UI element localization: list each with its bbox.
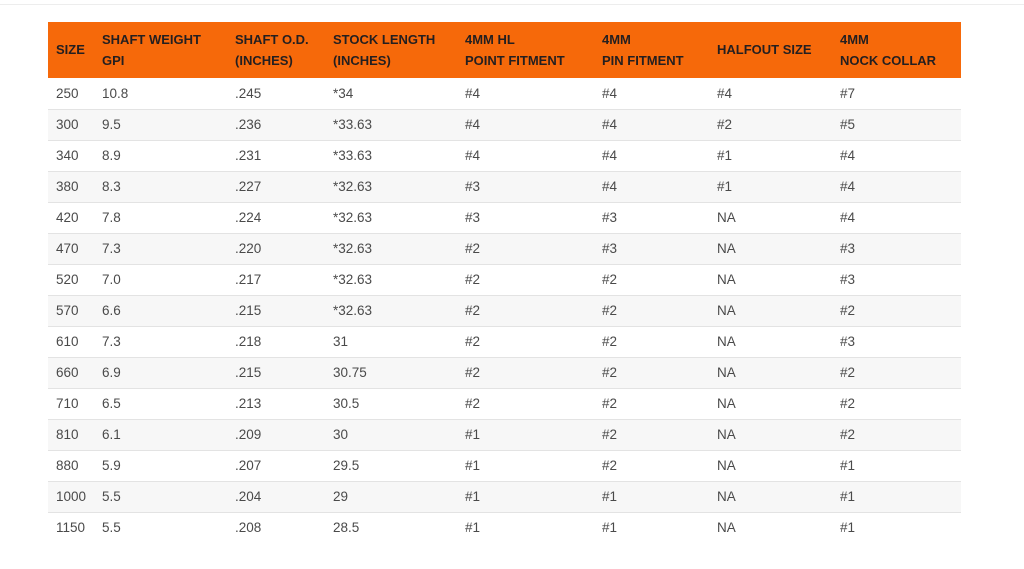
- table-row-size-810: [48, 419, 961, 450]
- cell-shaft_weight_gpi: 7.3: [94, 233, 227, 264]
- cell-4mm_pin_fitment: #2: [594, 388, 709, 419]
- cell-4mm_pin_fitment: #4: [594, 140, 709, 171]
- header-cell-shaft_od_inches: SHAFT O.D. (INCHES): [227, 22, 325, 78]
- cell-shaft_od_inches: .236: [227, 109, 325, 140]
- cell-size: 340: [48, 140, 94, 171]
- cell-shaft_weight_gpi: 8.9: [94, 140, 227, 171]
- cell-size: 880: [48, 450, 94, 481]
- cell-4mm_pin_fitment: #4: [594, 109, 709, 140]
- cell-halfout_size: NA: [709, 295, 832, 326]
- cell-size: 660: [48, 357, 94, 388]
- cell-4mm_nock_collar: #2: [832, 388, 961, 419]
- table-row-size-380: [48, 171, 961, 202]
- table-row-size-340: [48, 140, 961, 171]
- cell-stock_length_inches: *32.63: [325, 233, 457, 264]
- table-row-size-880: [48, 450, 961, 481]
- cell-size: 610: [48, 326, 94, 357]
- cell-halfout_size: #2: [709, 109, 832, 140]
- cell-4mm_nock_collar: #7: [840, 85, 856, 101]
- cell-size: 470: [48, 233, 94, 264]
- table-body: [48, 78, 961, 543]
- cell-4mm_hl_point_fitment: #4: [457, 109, 594, 140]
- cell-halfout_size: #1: [709, 171, 832, 202]
- cell-shaft_od_inches: .218: [227, 326, 325, 357]
- cell-4mm_pin_fitment: #1: [594, 512, 709, 543]
- cell-shaft_weight_gpi: 5.5: [94, 512, 227, 543]
- cell-stock_length_inches: 28.5: [325, 512, 457, 543]
- cell-shaft_weight_gpi: 6.5: [94, 388, 227, 419]
- cell-4mm_hl_point_fitment: #2: [457, 357, 594, 388]
- cell-size: 300: [48, 109, 94, 140]
- cell-halfout_size: NA: [709, 357, 832, 388]
- cell-shaft_weight_gpi: 5.9: [94, 450, 227, 481]
- cell-4mm_nock_collar: #2: [832, 295, 961, 326]
- cell-4mm_hl_point_fitment: #1: [457, 481, 594, 512]
- cell-size: 810: [48, 419, 94, 450]
- cell-4mm_pin_fitment: #2: [594, 326, 709, 357]
- cell-halfout_size: NA: [709, 388, 832, 419]
- cell-4mm_nock_collar: #3: [832, 326, 961, 357]
- cell-4mm_hl_point_fitment: #2: [457, 233, 594, 264]
- cell-size: 1000: [48, 481, 94, 512]
- cell-shaft_od_inches: .227: [227, 171, 325, 202]
- cell-shaft_weight_gpi: 6.9: [94, 357, 227, 388]
- cell-stock_length_inches: 30.75: [325, 357, 457, 388]
- cell-size: 520: [48, 264, 94, 295]
- top-divider: [0, 4, 1024, 5]
- cell-stock_length_inches: *32.63: [325, 171, 457, 202]
- cell-4mm_hl_point_fitment: #2: [457, 326, 594, 357]
- cell-shaft_weight_gpi: 5.5: [94, 481, 227, 512]
- table-row-size-570: [48, 295, 961, 326]
- table-row-size-710: [48, 388, 961, 419]
- cell-shaft_od_inches: .209: [227, 419, 325, 450]
- cell-4mm_pin_fitment: #2: [594, 419, 709, 450]
- header-cell-stock_length_inches: STOCK LENGTH (INCHES): [325, 22, 457, 78]
- cell-halfout_size: NA: [709, 326, 832, 357]
- cell-stock_length_inches: 30.5: [325, 388, 457, 419]
- cell-4mm_nock_collar: #4: [832, 140, 961, 171]
- cell-4mm_pin_fitment: #2: [594, 295, 709, 326]
- table-row-size-1000: [48, 481, 961, 512]
- cell-shaft_od_inches: .220: [227, 233, 325, 264]
- cell-stock_length_inches: 29: [325, 481, 457, 512]
- cell-shaft_weight_gpi: 7.0: [94, 264, 227, 295]
- cell-stock_length_inches: *32.63: [325, 295, 457, 326]
- cell-4mm_pin_fitment: #2: [594, 357, 709, 388]
- table-row-size-470: [48, 233, 961, 264]
- cell-halfout_size: NA: [709, 233, 832, 264]
- table-header-row: [48, 22, 961, 78]
- cell-halfout_size: #1: [709, 140, 832, 171]
- table-row-size-420: [48, 202, 961, 233]
- cell-4mm_nock_collar: #1: [832, 450, 961, 481]
- table-row-size-300: [48, 109, 961, 140]
- header-cell-4mm_pin_fitment: 4MM PIN FITMENT: [594, 22, 709, 78]
- header-cell-4mm_nock_collar: 4MM NOCK COLLAR: [832, 22, 961, 78]
- cell-halfout_size: NA: [709, 419, 832, 450]
- cell-4mm_nock_collar: #4: [832, 171, 961, 202]
- cell-shaft_od_inches: .217: [227, 264, 325, 295]
- cell-shaft_od_inches: .215: [227, 357, 325, 388]
- cell-4mm_nock_collar: #3: [832, 233, 961, 264]
- table-row-size-610: [48, 326, 961, 357]
- cell-stock_length_inches: *33.63: [325, 140, 457, 171]
- cell-4mm_hl_point_fitment: #1: [457, 450, 594, 481]
- cell-4mm_pin_fitment: #4: [594, 171, 709, 202]
- header-cell-size: SIZE: [48, 22, 94, 78]
- cell-4mm_hl_point_fitment: #3: [457, 171, 594, 202]
- cell-4mm_nock_collar: #3: [832, 264, 961, 295]
- cell-halfout_size: NA: [709, 481, 832, 512]
- cell-size: 420: [48, 202, 94, 233]
- cell-stock_length_inches: *32.63: [325, 202, 457, 233]
- cell-shaft_weight_gpi: 6.1: [94, 419, 227, 450]
- cell-4mm_hl_point_fitment: #3: [457, 202, 594, 233]
- cell-4mm_nock_collar: #2: [832, 357, 961, 388]
- cell-shaft_weight_gpi: 9.5: [94, 109, 227, 140]
- header-cell-4mm_hl_point_fitment: 4MM HL POINT FITMENT: [457, 22, 594, 78]
- cell-stock_length_inches: 30: [325, 419, 457, 450]
- cell-4mm_hl_point_fitment: #2: [457, 264, 594, 295]
- cell-4mm_hl_point_fitment: #2: [457, 295, 594, 326]
- cell-size: 250: [56, 85, 79, 101]
- cell-4mm_pin_fitment: #2: [594, 450, 709, 481]
- cell-stock_length_inches: 31: [325, 326, 457, 357]
- cell-4mm_hl_point_fitment: #4: [465, 85, 481, 101]
- cell-halfout_size: NA: [709, 512, 832, 543]
- cell-4mm_nock_collar: #4: [832, 202, 961, 233]
- cell-4mm_pin_fitment: #3: [594, 233, 709, 264]
- table-row-size-250: [48, 78, 961, 109]
- shaft-spec-table-wrap: [48, 22, 961, 543]
- cell-4mm_hl_point_fitment: #4: [457, 140, 594, 171]
- header-cell-shaft_weight_gpi: SHAFT WEIGHT GPI: [94, 22, 227, 78]
- cell-4mm_hl_point_fitment: #1: [457, 419, 594, 450]
- cell-shaft_od_inches: .224: [227, 202, 325, 233]
- cell-halfout_size: NA: [709, 202, 832, 233]
- cell-shaft_od_inches: .215: [227, 295, 325, 326]
- cell-4mm_nock_collar: #1: [832, 512, 961, 543]
- cell-shaft_weight_gpi: 7.3: [94, 326, 227, 357]
- header-cell-halfout_size: HALFOUT SIZE: [709, 22, 832, 78]
- table-row-size-660: [48, 357, 961, 388]
- cell-size: 380: [48, 171, 94, 202]
- cell-stock_length_inches: *34: [333, 85, 354, 101]
- cell-4mm_nock_collar: #1: [832, 481, 961, 512]
- cell-shaft_od_inches: .245: [235, 85, 262, 101]
- cell-shaft_weight_gpi: 8.3: [94, 171, 227, 202]
- cell-4mm_hl_point_fitment: #1: [457, 512, 594, 543]
- cell-size: 570: [48, 295, 94, 326]
- cell-4mm_pin_fitment: #2: [594, 264, 709, 295]
- cell-4mm_nock_collar: #5: [832, 109, 961, 140]
- table-row-size-520: [48, 264, 961, 295]
- cell-shaft_weight_gpi: 10.8: [102, 85, 129, 101]
- cell-halfout_size: NA: [709, 450, 832, 481]
- cell-halfout_size: NA: [709, 264, 832, 295]
- cell-shaft_od_inches: .204: [227, 481, 325, 512]
- cell-shaft_od_inches: .207: [227, 450, 325, 481]
- cell-4mm_hl_point_fitment: #2: [457, 388, 594, 419]
- table-row-size-1150: [48, 512, 961, 543]
- cell-4mm_nock_collar: #2: [832, 419, 961, 450]
- cell-stock_length_inches: *32.63: [325, 264, 457, 295]
- shaft-spec-table: [48, 22, 961, 543]
- cell-shaft_od_inches: .208: [227, 512, 325, 543]
- cell-stock_length_inches: 29.5: [325, 450, 457, 481]
- cell-halfout_size: #4: [717, 85, 733, 101]
- cell-size: 710: [48, 388, 94, 419]
- cell-shaft_weight_gpi: 6.6: [94, 295, 227, 326]
- cell-shaft_weight_gpi: 7.8: [94, 202, 227, 233]
- table-head: [48, 22, 961, 78]
- cell-size: 1150: [48, 512, 94, 543]
- cell-4mm_pin_fitment: #4: [602, 85, 618, 101]
- cell-shaft_od_inches: .213: [227, 388, 325, 419]
- cell-shaft_od_inches: .231: [227, 140, 325, 171]
- cell-stock_length_inches: *33.63: [325, 109, 457, 140]
- cell-4mm_pin_fitment: #1: [594, 481, 709, 512]
- cell-4mm_pin_fitment: #3: [594, 202, 709, 233]
